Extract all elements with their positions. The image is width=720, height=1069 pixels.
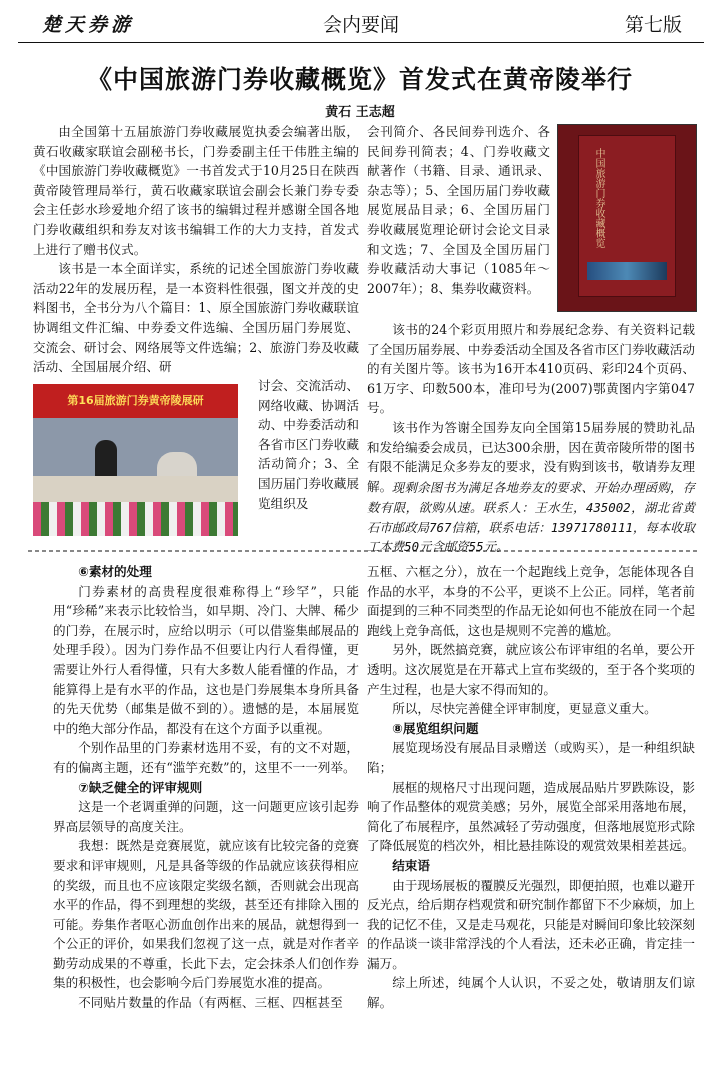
article-right-column <box>367 320 695 496</box>
order-notice: 现剩余图书为满足各地券友的要求、开始办理函购，存数有限，欲购从速。联系人：王水生，435002，湖北省黄石市邮政局767信箱，联系电话：13971780111，每本收取工本费50元含邮资55元。 <box>367 480 695 555</box>
subsection-heading: ⑧展览组织问题 <box>392 720 479 736</box>
article-paragraph: 讨会、交流活动、网络收藏、协调活动、中券委活动和各省市区门券收藏活动简介；3、全国历届门券收藏展览组织及 <box>258 378 359 511</box>
lower-right-column <box>367 562 695 1013</box>
article-paragraph: 个别作品里的门券素材选用不妥，有的文不对题，有的偏离主题，还有“滥竽充数”的，这里不一一列举。 <box>53 740 359 775</box>
article-paragraph: 会刊简介、各民间券刊选介、各民间券刊简表；4、门券收藏文献著作（书籍、目录、通讯录、杂志等）；5、全国历届门券收藏展览展品目录；6、全国历届门券收藏展览理论研讨会论文目录和文选；7、全国及全国历届门券收藏活动大事记（1085年～2007年）；8、集券收藏资料。 <box>367 124 550 296</box>
article-paragraph: 由于现场展板的覆膜反光强烈，即便拍照，也难以避开反光点，给后期存档观赏和研究制作都留下不少麻烦，加上我的记忆不佳，又是走马观花，只能是对瞬间印象比较深刻的作品谈一谈非常浮浅的个人看法，还未必正确，肯定挂一漏万。 <box>367 877 695 971</box>
article-right-top-column <box>367 122 550 298</box>
article-paragraph: 五框、六框之分），放在一个起跑线上竞争，怎能体现各自作品的水平，本身的不公平，更谈不上公正。同样，笔者前面提到的三种不同类型的作品无论如何也不能放在同一个起跑线上竞争高低，这也是规则不完善的尴尬。 <box>367 564 695 638</box>
article-paragraph: 该书是一本全面详实，系统的记述全国旅游门券收藏活动22年的发展历程，是一本资料性很强，图文并茂的史料图书，全书分为八个篇目：1、原全国旅游门券收藏联谊协调组文件汇编、中券委文件选编、全国历届门券展览、交流会、研讨会、网络展等文件选编；2、旅游门券及收藏活动、全国届展介绍、研 <box>33 261 359 375</box>
photo-speaker <box>95 440 117 478</box>
photo-flowers <box>33 502 238 536</box>
book-cover-strip <box>587 262 667 280</box>
article-paragraph: 不同贴片数量的作品（有两框、三框、四框甚至 <box>78 995 343 1011</box>
book-cover-photo <box>557 124 697 312</box>
article-paragraph: 另外，既然搞竞赛，就应该公布评审组的名单，要公开透明。这次展览是在开幕式上宣布奖级的，至于各个奖项的产生过程，也是大家不得而知的。 <box>367 642 695 697</box>
photo-table <box>33 476 238 502</box>
article-paragraph: 展览现场没有展品目录赠送（或购买），是一种组织缺陷； <box>367 740 695 775</box>
article-paragraph: 该书的24个彩页用照片和券展纪念券、有关资料记载了全国历届券展、中券委活动全国及各省市区门券收藏活动的有关图片等。该书为16开本410页码、彩印24个页码、61万字、印数500本，准印号为(2007)鄂黄图内字第047号。 <box>367 322 695 416</box>
photo-banner: 第16届旅游门券黄帝陵展研 <box>33 384 238 418</box>
article-paragraph: 综上所述，纯属个人认识，不妥之处，敬请朋友们谅解。 <box>367 975 695 1011</box>
lower-left-column <box>53 562 359 1013</box>
subsection-heading: ⑦缺乏健全的评审规则 <box>78 779 203 795</box>
article-paragraph: 这是一个老调重弹的问题，这一问题更应该引起券界高层领导的高度关注。 <box>53 799 359 834</box>
article-mid-column <box>258 376 359 513</box>
article-paragraph: 我想：既然是竞赛展览，就应该有比较完备的竞赛要求和评审规则，凡是具备等级的作品就应该获得相应的奖级，而且也不应该限定奖级名额，否则就会出现高水平的作品，得不到理想的奖级，甚至还有排除入围的可能。券集作者呕心沥血创作出来的展品，就想得到一个公正的评价，如果我们忽视了这一点，就是对作者辛勤劳动成果的不尊重，长此下去，定会抹杀人们创作券集的积极性，也会影响今后门券展览水准的提高。 <box>53 838 359 991</box>
book-title: 中国旅游门券收藏概览 <box>593 148 604 248</box>
subsection-heading: ⑥素材的处理 <box>78 564 152 579</box>
header-rule <box>18 42 704 43</box>
section-divider <box>28 548 698 554</box>
subsection-heading: 结束语 <box>392 857 430 873</box>
article-headline: 《中国旅游门券收藏概览》首发式在黄帝陵举行 <box>86 65 633 94</box>
page-header <box>18 4 704 44</box>
article-left-column <box>33 122 359 377</box>
book-cover <box>578 135 676 297</box>
article-byline: 黄石 王志超 <box>325 105 395 120</box>
article-paragraph: 该书作为答谢全国券友向全国第15届券展的赞助礼品和发给编委会成员，已达300余册，因在黄帝陵所带的图书有限不能满足众多券友的要求，没有购到该书，敬请券友理解。 <box>367 419 695 494</box>
section-title: 会内要闻 <box>322 14 399 36</box>
article-paragraph: 门券素材的高贵程度很难称得上“珍罕”，只能用“珍稀”来表示比较恰当，如早期、冷门、大牌、稀少的门券，在展示时，应给以明示（可以借鉴集邮展品的处理手段）。因为门券作品不但要让内行人看得懂，更需要让外行人看得懂，只有大多数人能看懂的作品，才能算得上是有水平的作品，这也是门券展集本身所具备的先天优势（邮集是做不到的）。遗憾的是，本届展览中的绝大部分作品，都没有在这个方面予以重视。 <box>53 583 359 736</box>
edition-label: 第七版 <box>624 14 682 36</box>
masthead: 楚天券游 <box>42 14 135 36</box>
article-paragraph: 所以，尽快完善健全评审制度，更显意义重大。 <box>392 701 657 717</box>
article-paragraph: 由全国第十五届旅游门券收藏展览执委会编著出版，黄石收藏家联谊会副秘书长，门券委副主任干伟胜主编的《中国旅游门券收藏概览》一书首发式于10月25日在陕西黄帝陵管理局举行，黄石收藏家联谊会副会长兼门券专委会主任彭水珍爱地介绍了该书的编辑过程并感谢全国各地门券收藏组织和券友对该书编辑工作的大力支持，首发式上进行了赠书仪式。 <box>33 124 359 257</box>
article-paragraph: 展框的规格尺寸出现问题，造成展品贴片罗跌陈设，影响了作品整体的观赏美感；另外，展览全部采用落地布展，简化了布展程序，虽然减轻了劳动强度，但落地展览形式除了降低展览的档次外，相比悬挂陈设的观赏效果相差甚远。 <box>367 779 695 854</box>
event-photo <box>33 384 238 536</box>
